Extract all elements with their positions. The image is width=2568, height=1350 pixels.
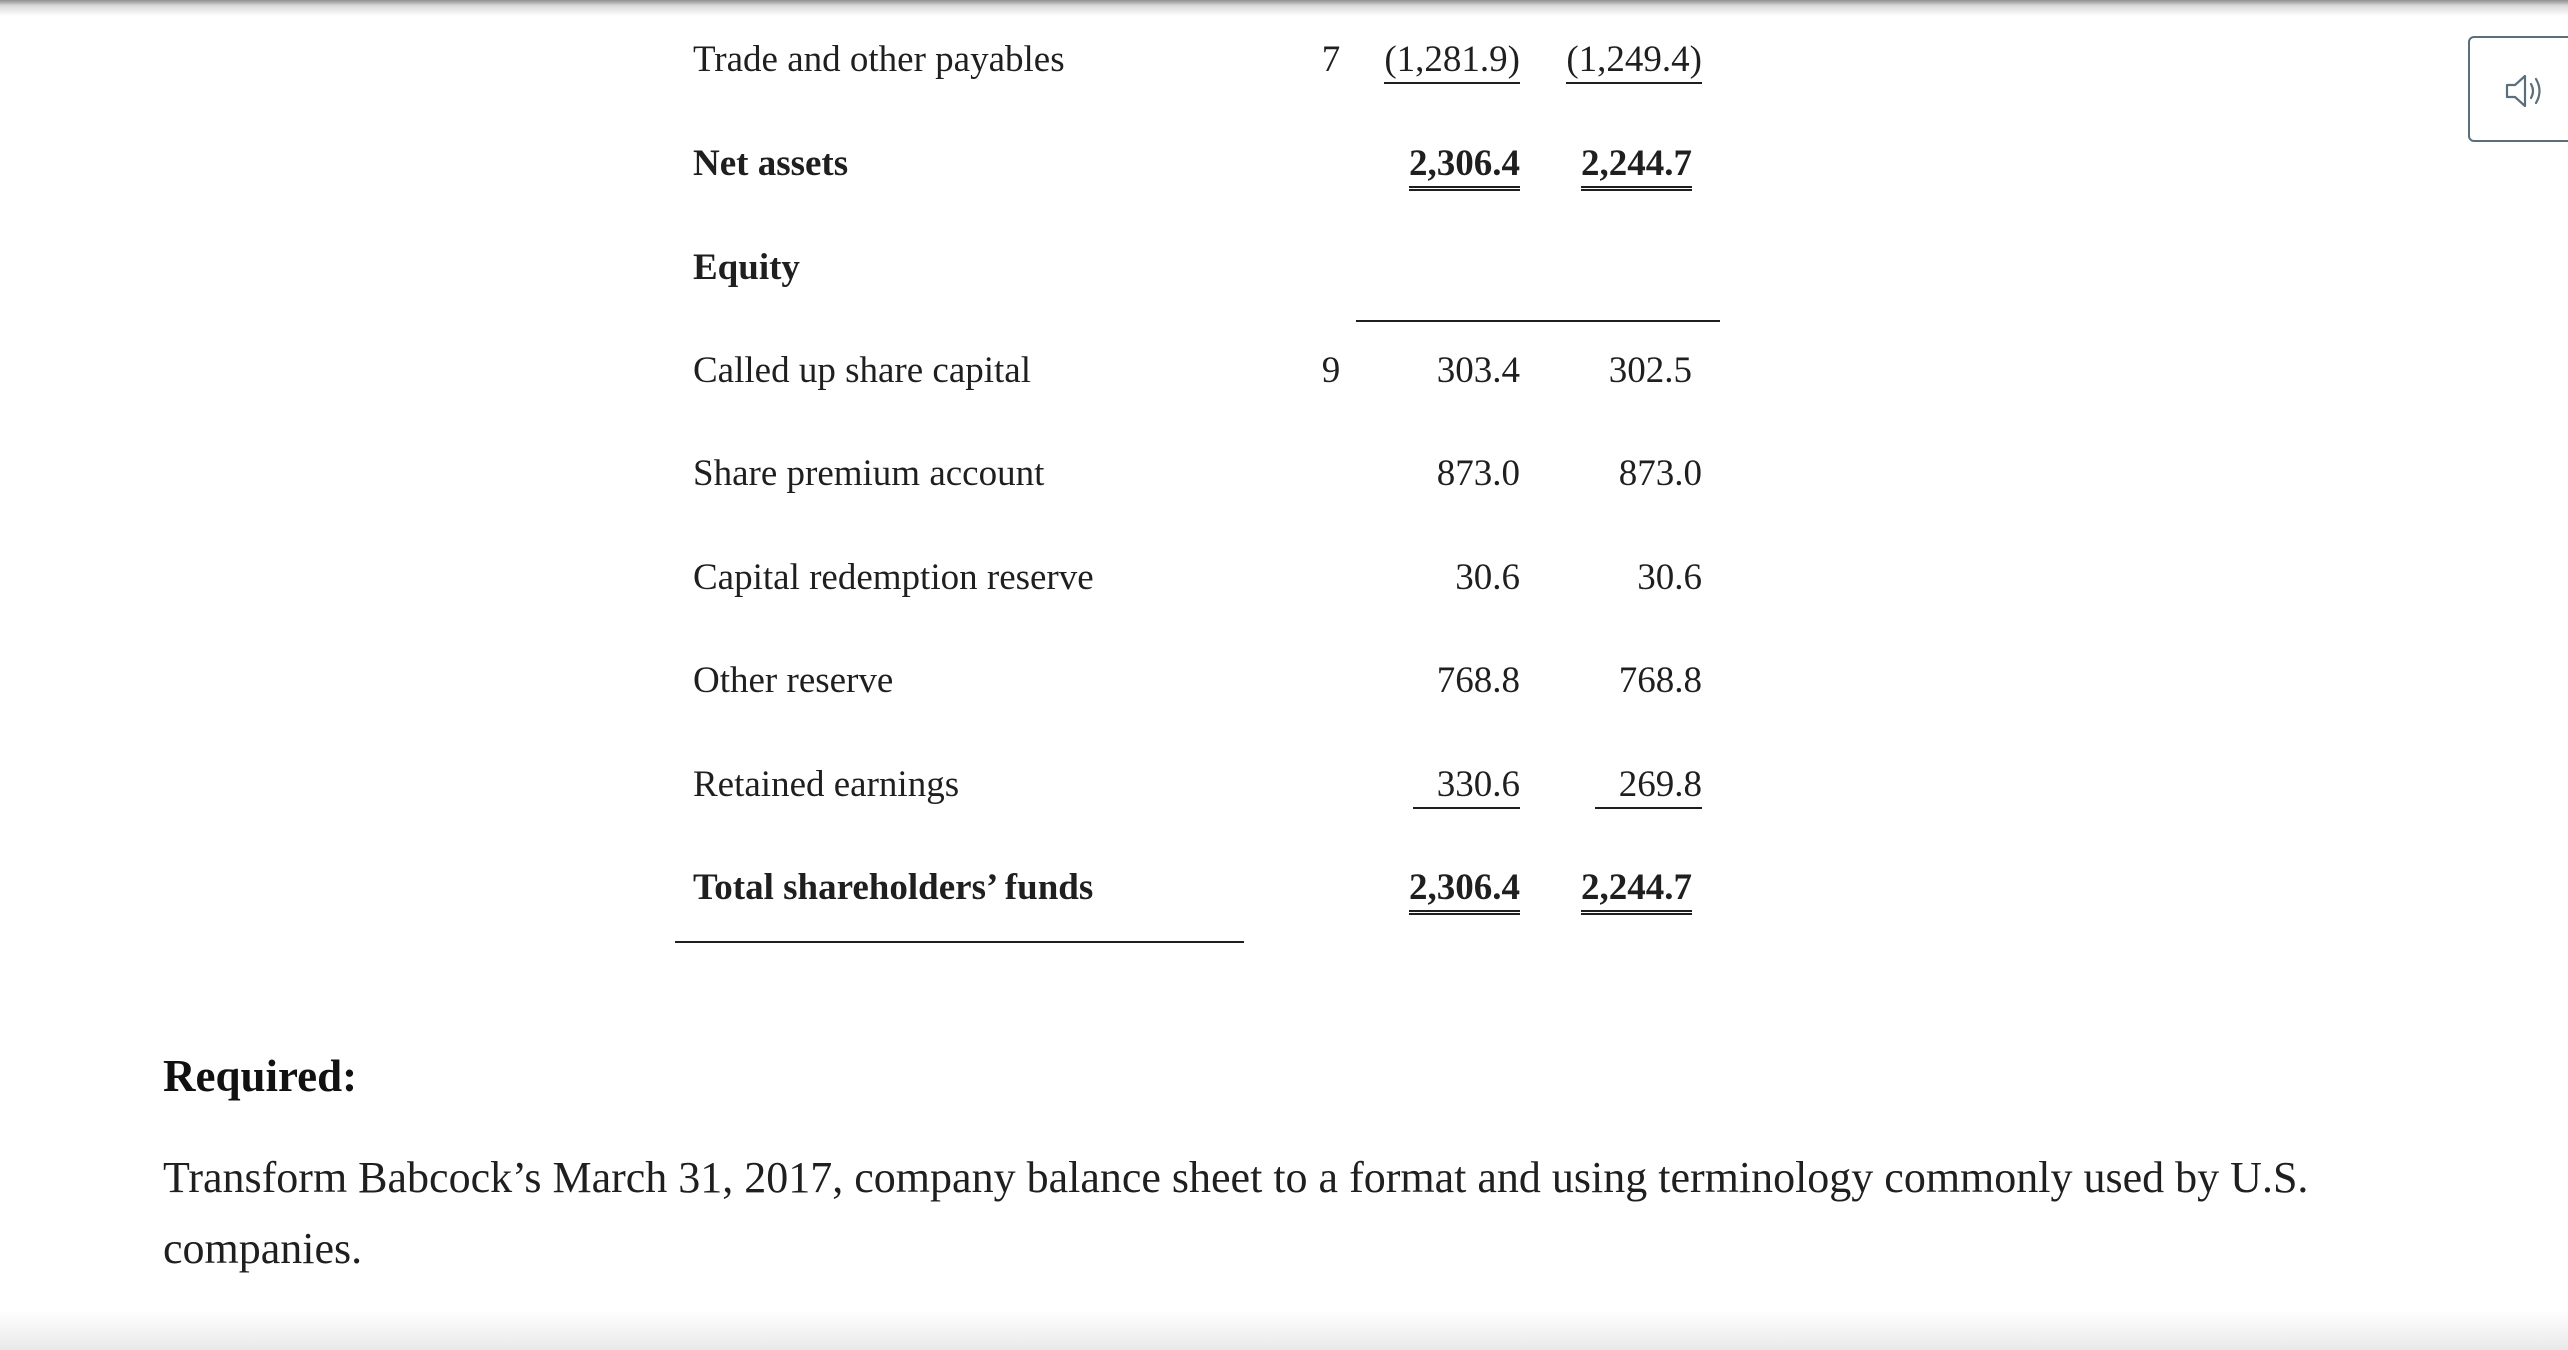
label-column-rule <box>675 941 1244 943</box>
value-2016-trade-payables: (1,249.4) <box>1556 38 1702 82</box>
value-2016-capital-redemption-reserve: 30.6 <box>1637 557 1702 598</box>
value-2016-retained-earnings: 269.8 <box>1556 763 1702 807</box>
row-label-share-premium-account: Share premium account <box>693 453 1045 494</box>
value-2016-net-assets: 2,244.7 <box>1556 142 1702 186</box>
value-2017-trade-payables: (1,281.9) <box>1376 38 1520 82</box>
value-2017-total-shareholders-funds: 2,306.4 <box>1376 866 1520 910</box>
value-2017-retained-earnings: 330.6 <box>1376 763 1520 807</box>
row-label-other-reserve: Other reserve <box>693 660 894 701</box>
section-heading-equity: Equity <box>693 247 800 288</box>
row-label-trade-payables: Trade and other payables <box>693 39 1065 80</box>
instruction-text: Transform Babcock’s March 31, 2017, company balance sheet to a format and using terminology commonly used by U.S. companies. <box>163 1153 2309 1273</box>
bottom-shadow <box>0 1310 2568 1350</box>
value-2017-called-up-share-capital: 303.4 <box>1436 350 1520 391</box>
row-label-called-up-share-capital: Called up share capital <box>693 350 1032 391</box>
value-2017-other-reserve: 768.8 <box>1436 660 1520 701</box>
value-2016-called-up-share-capital: 302.5 <box>1608 350 1692 391</box>
value-2016-share-premium-account: 873.0 <box>1618 453 1702 494</box>
note-ref: 7 <box>1321 39 1341 80</box>
row-label-capital-redemption-reserve: Capital redemption reserve <box>693 557 1094 598</box>
read-aloud-button[interactable] <box>2468 36 2568 142</box>
speaker-icon <box>2504 71 2546 111</box>
value-2017-capital-redemption-reserve: 30.6 <box>1455 557 1520 598</box>
value-2017-net-assets: 2,306.4 <box>1376 142 1520 186</box>
required-heading: Required: <box>163 1051 358 1101</box>
value-2017-share-premium-account: 873.0 <box>1436 453 1520 494</box>
row-label-net-assets: Net assets <box>693 143 849 184</box>
row-label-retained-earnings: Retained earnings <box>693 764 960 805</box>
value-2016-other-reserve: 768.8 <box>1618 660 1702 701</box>
column-rule <box>1356 320 1720 322</box>
row-label-total-shareholders-funds: Total shareholders’ funds <box>693 867 1094 908</box>
note-ref: 9 <box>1321 350 1341 391</box>
value-2016-total-shareholders-funds: 2,244.7 <box>1556 866 1702 910</box>
